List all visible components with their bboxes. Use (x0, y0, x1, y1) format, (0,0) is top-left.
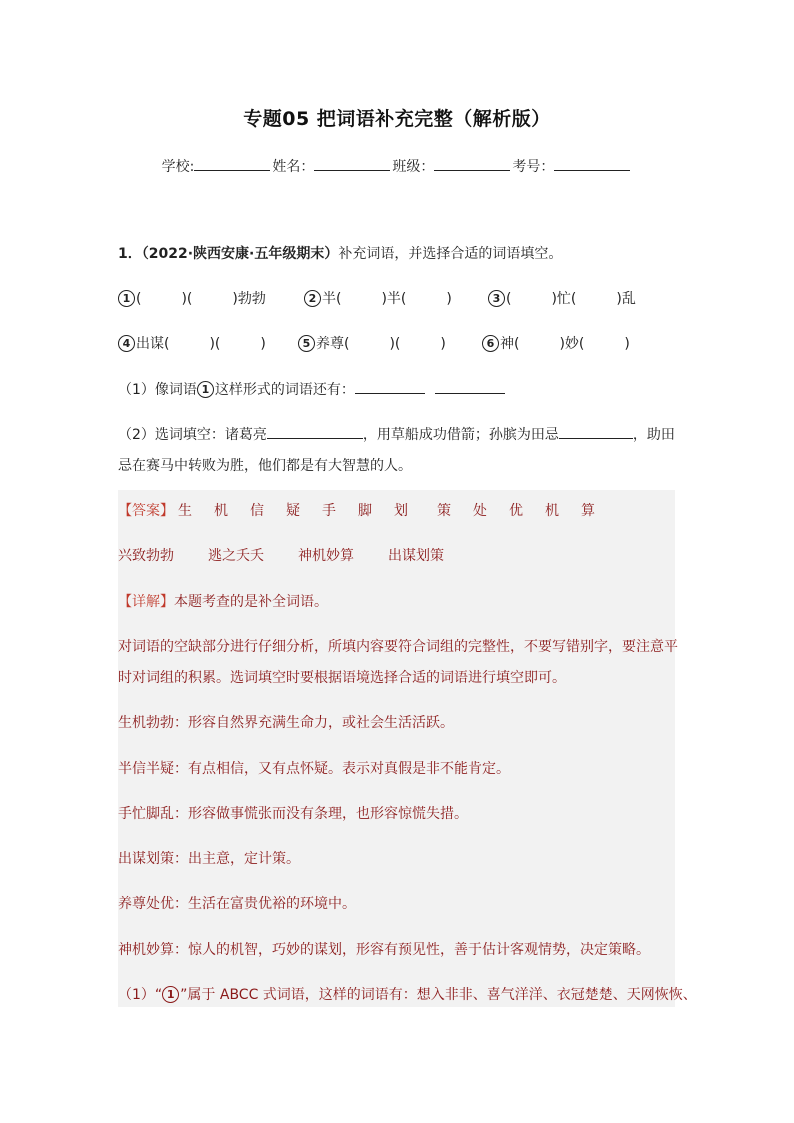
sub-question-2 (118, 424, 675, 444)
item-3-part: )乱 (616, 291, 636, 307)
item-1-part: ( (136, 291, 142, 307)
item-4-part: )( (209, 336, 221, 352)
item-3-part: ( (506, 291, 512, 307)
circled-number-1: 1 (197, 381, 214, 398)
answer-char: 生 (178, 503, 192, 519)
item-5-part: ) (440, 336, 446, 352)
sub1-text: （1）像词语 (118, 382, 197, 398)
item-6-part: 神( (500, 336, 520, 352)
answer-blank (559, 424, 633, 439)
detail-intro (118, 591, 328, 611)
detail-para-1b: 时对词组的积累。选词填空时要根据语境选择合适的词语进行填空即可。 (118, 670, 566, 686)
answer-words (118, 545, 444, 565)
definition-4: 出谋划策：出主意，定计策。 (118, 851, 300, 867)
answer-char: 划 (394, 503, 408, 519)
class-blank (434, 156, 510, 171)
circled-number-4: 4 (118, 335, 135, 352)
question-number: 1． (118, 246, 142, 262)
item-4-part: 出谋( (136, 336, 170, 352)
last-line-text: ”属于 ABCC 式词语，这样的词语有：想入非非、喜气洋洋、衣冠楚楚、天网恢恢、 (180, 987, 697, 1003)
sub-question-1 (118, 379, 505, 399)
item-1 (118, 288, 266, 308)
class-label: 班级： (392, 159, 435, 175)
page-title: 专题05 把词语补充完整（解析版） (243, 108, 551, 130)
detail-intro-text: 本题考查的是补全词语。 (174, 594, 328, 610)
number-label: 考号： (512, 159, 555, 175)
item-6-part: )妙( (559, 336, 585, 352)
answer-blank (435, 379, 505, 394)
sub2-text: （2）选词填空：诸葛亮 (118, 427, 267, 443)
item-2-part: 半( (322, 291, 342, 307)
question-prompt: 补充词语，并选择合适的词语填空。 (338, 246, 563, 262)
item-5-part: 养尊( (316, 336, 350, 352)
detail-last-line (118, 984, 697, 1004)
item-6 (482, 333, 630, 353)
circled-number-3: 3 (488, 290, 505, 307)
item-3-part: )忙( (551, 291, 577, 307)
answer-char: 手 (322, 503, 336, 519)
circled-number-6: 6 (482, 335, 499, 352)
item-2-part: ) (446, 291, 452, 307)
question-1-heading (118, 243, 562, 263)
answer-char: 优 (509, 503, 523, 519)
answer-word: 兴致勃勃 (118, 548, 174, 564)
answer-char: 机 (214, 503, 228, 519)
sub1-text: 这样形式的词语还有： (214, 382, 355, 398)
answer-blank (267, 424, 363, 439)
definition-6: 神机妙算：惊人的机智，巧妙的谋划，形容有预见性，善于估计客观情势，决定策略。 (118, 942, 650, 958)
answer-word: 神机妙算 (298, 548, 354, 564)
last-line-text: （1）“ (118, 987, 163, 1003)
answer-char: 处 (473, 503, 487, 519)
student-info-line (0, 156, 794, 176)
definition-5: 养尊处优：生活在富贵优裕的环境中。 (118, 896, 356, 912)
answer-char: 机 (545, 503, 559, 519)
item-4 (118, 333, 266, 353)
item-6-part: ) (624, 336, 630, 352)
answer-char: 算 (581, 503, 595, 519)
item-4-part: ) (260, 336, 266, 352)
circled-number-1: 1 (118, 290, 135, 307)
circled-number-2: 2 (304, 290, 321, 307)
answer-tag: 【答案】 (118, 503, 174, 519)
item-5 (298, 333, 446, 353)
definition-1: 生机勃勃：形容自然界充满生命力，或社会生活活跃。 (118, 715, 454, 731)
answer-char: 疑 (286, 503, 300, 519)
answer-char: 脚 (358, 503, 372, 519)
answer-blank (355, 379, 425, 394)
item-1-part: )勃勃 (232, 291, 266, 307)
question-source: （2022·陕西安康·五年级期末） (141, 246, 339, 262)
number-blank (554, 156, 630, 171)
item-3 (488, 288, 636, 308)
item-2 (304, 288, 452, 308)
name-label: 姓名： (272, 159, 315, 175)
circled-number-1: 1 (162, 986, 179, 1003)
detail-tag: 【详解】 (118, 594, 174, 610)
sub2-text: ，用草船成功借箭；孙膑为田忌 (362, 427, 559, 443)
school-blank (194, 156, 270, 171)
sub-question-2-cont: 忌在赛马中转败为胜，他们都是有大智慧的人。 (118, 458, 412, 474)
item-1-part: )( (181, 291, 193, 307)
name-blank (314, 156, 390, 171)
answer-line (118, 500, 617, 520)
answer-shade (118, 490, 675, 1007)
sub2-text: ，助田 (632, 427, 675, 443)
definition-2: 半信半疑：有点相信，又有点怀疑。表示对真假是非不能肯定。 (118, 761, 510, 777)
answer-word: 逃之夭夭 (208, 548, 264, 564)
circled-number-5: 5 (298, 335, 315, 352)
item-2-part: )半( (381, 291, 407, 307)
item-5-part: )( (389, 336, 401, 352)
school-label: 学校: (161, 159, 195, 175)
fill-in-row-2 (118, 333, 675, 353)
answer-char: 信 (250, 503, 264, 519)
definition-3: 手忙脚乱：形容做事慌张而没有条理，也形容惊慌失措。 (118, 806, 468, 822)
fill-in-row-1 (118, 288, 675, 308)
detail-para-1a: 对词语的空缺部分进行仔细分析，所填内容要符合词组的完整性，不要写错别字，要注意平 (118, 639, 678, 655)
answer-word: 出谋划策 (388, 548, 444, 564)
answer-char: 策 (437, 503, 451, 519)
